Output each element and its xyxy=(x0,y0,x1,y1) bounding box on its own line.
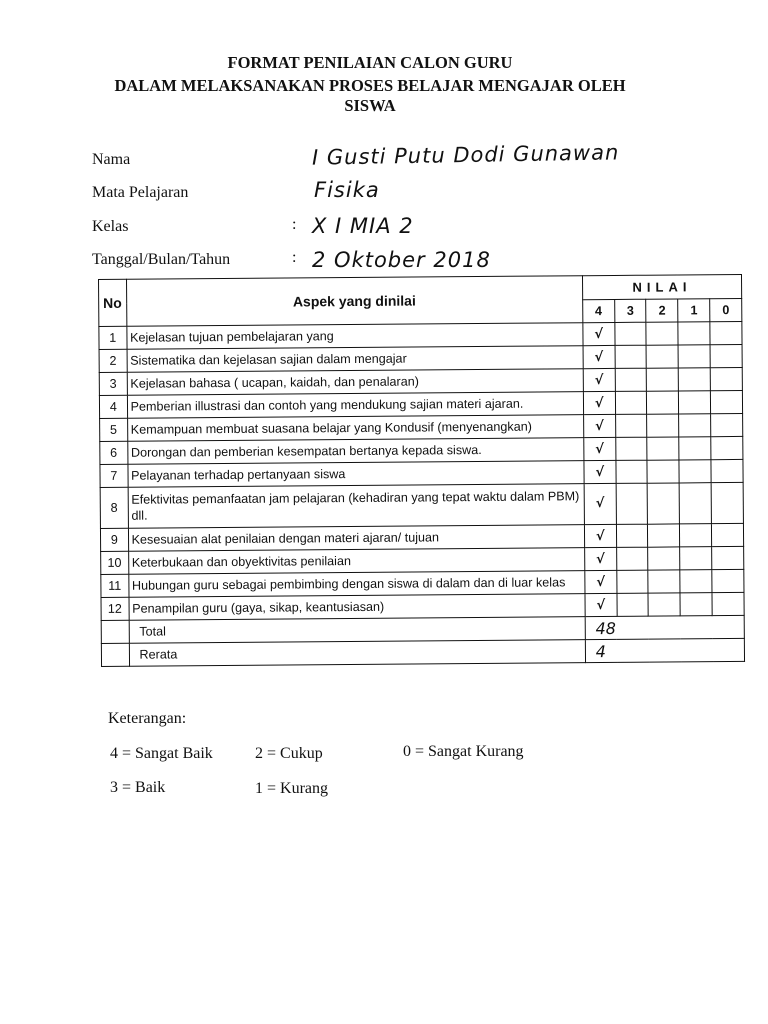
score-cell-4: √ xyxy=(583,368,615,391)
score-cell-0 xyxy=(711,459,743,482)
score-cell-1 xyxy=(680,547,712,570)
legend-3: 3 = Baik xyxy=(110,779,166,796)
kelas-label: Kelas xyxy=(92,218,129,235)
score-cell-3 xyxy=(615,391,647,414)
tanggal-value: 2 Oktober 2018 xyxy=(312,248,491,272)
row-number: 5 xyxy=(100,418,128,441)
row-aspect: Pemberian illustrasi dan contoh yang mendukung sajian materi ajaran. xyxy=(127,392,583,419)
legend-1: 1 = Kurang xyxy=(255,780,329,797)
score-cell-4: √ xyxy=(584,547,616,570)
score-cell-1 xyxy=(679,368,711,391)
row-number: 2 xyxy=(99,349,127,372)
score-cell-0 xyxy=(712,569,744,592)
score-cell-3 xyxy=(616,570,648,593)
score-cell-4: √ xyxy=(583,345,615,368)
score-cell-2 xyxy=(647,437,679,460)
legend-4: 4 = Sangat Baik xyxy=(110,745,213,762)
score-cell-1 xyxy=(678,322,710,345)
score-cell-0 xyxy=(711,436,743,459)
nama-label: Nama xyxy=(92,151,131,168)
score-cell-2 xyxy=(647,414,679,437)
form-title-line-1: FORMAT PENILAIAN CALON GURU xyxy=(227,53,513,72)
row-aspect: Kesesuaian alat penilaian dengan materi ajaran/ tujuan xyxy=(128,525,584,552)
score-cell-3 xyxy=(617,593,649,616)
score-cell-3 xyxy=(616,483,648,524)
total-value: 48 xyxy=(585,615,744,639)
row-aspect: Sistematika dan kejelasan sajian dalam mengajar xyxy=(127,346,583,373)
score-cell-2 xyxy=(648,593,680,616)
row-number: 10 xyxy=(101,551,129,574)
score-cell-4: √ xyxy=(583,322,615,345)
header-no: No xyxy=(99,279,127,326)
score-cell-2 xyxy=(647,368,679,391)
score-cell-3 xyxy=(616,524,648,547)
score-cell-1 xyxy=(679,414,711,437)
score-cell-2 xyxy=(647,345,679,368)
row-aspect: Kemampuan membuat suasana belajar yang Kondusif (menyenangkan) xyxy=(127,415,583,442)
row-aspect: Hubungan guru sebagai pembimbing dengan siswa di dalam dan di luar kelas xyxy=(128,571,584,598)
score-cell-3 xyxy=(614,322,646,345)
header-nilai: NILAI xyxy=(582,274,741,299)
score-cell-2 xyxy=(648,524,680,547)
header-score-2: 2 xyxy=(646,299,678,322)
score-cell-0 xyxy=(710,321,742,344)
row-number: 8 xyxy=(100,487,128,528)
score-cell-2 xyxy=(648,547,680,570)
score-cell-4: √ xyxy=(585,593,617,616)
legend-2: 2 = Cukup xyxy=(255,745,323,762)
header-score-1: 1 xyxy=(678,299,710,322)
row-number: 3 xyxy=(99,372,127,395)
row-aspect: Dorongan dan pemberian kesempatan bertanya kepada siswa. xyxy=(127,438,583,465)
row-aspect: Penampilan guru (gaya, sikap, keantusiasan) xyxy=(129,594,585,621)
header-aspek: Aspek yang dinilai xyxy=(126,276,583,327)
header-score-3: 3 xyxy=(614,299,646,322)
score-cell-4: √ xyxy=(584,524,616,547)
form-title-line-3: SISWA xyxy=(344,96,396,115)
row-number: 7 xyxy=(100,464,128,487)
score-cell-0 xyxy=(712,523,744,546)
score-cell-4: √ xyxy=(584,460,616,483)
rerata-value: 4 xyxy=(585,638,744,662)
score-cell-2 xyxy=(646,322,678,345)
row-aspect: Kejelasan tujuan pembelajaran yang xyxy=(126,323,582,350)
mata-pelajaran-value: Fisika xyxy=(314,178,380,202)
score-cell-1 xyxy=(680,593,712,616)
score-cell-1 xyxy=(680,570,712,593)
form-title-line-2: DALAM MELAKSANAKAN PROSES BELAJAR MENGAJAR OLEH xyxy=(114,76,626,95)
assessment-rows xyxy=(99,321,744,620)
mata-pelajaran-label: Mata Pelajaran xyxy=(92,184,189,201)
score-cell-1 xyxy=(679,483,711,524)
row-number: 6 xyxy=(100,441,128,464)
kelas-value: X I MIA 2 xyxy=(312,214,414,238)
score-cell-0 xyxy=(711,390,743,413)
nama-value: I Gusti Putu Dodi Gunawan xyxy=(311,140,620,170)
score-cell-1 xyxy=(678,345,710,368)
kelas-colon: : xyxy=(292,216,297,233)
tanggal-label: Tanggal/Bulan/Tahun xyxy=(92,251,231,268)
row-number: 11 xyxy=(101,574,129,597)
rerata-no-cell xyxy=(101,643,129,666)
table-row xyxy=(100,482,743,528)
keterangan-heading: Keterangan: xyxy=(108,710,187,727)
score-cell-3 xyxy=(616,460,648,483)
score-cell-2 xyxy=(648,570,680,593)
row-aspect: Kejelasan bahasa ( ucapan, kaidah, dan penalaran) xyxy=(127,369,583,396)
total-no-cell xyxy=(101,620,129,643)
score-cell-3 xyxy=(615,437,647,460)
legend-0: 0 = Sangat Kurang xyxy=(403,743,524,760)
score-cell-4: √ xyxy=(583,414,615,437)
assessment-table-wrapper xyxy=(98,274,745,672)
score-cell-1 xyxy=(679,460,711,483)
row-number: 12 xyxy=(101,597,129,620)
score-cell-3 xyxy=(615,414,647,437)
score-cell-4: √ xyxy=(584,437,616,460)
row-number: 4 xyxy=(99,395,127,418)
header-score-4: 4 xyxy=(582,299,614,322)
score-cell-3 xyxy=(615,368,647,391)
score-cell-4: √ xyxy=(585,570,617,593)
score-cell-0 xyxy=(711,413,743,436)
score-cell-4: √ xyxy=(584,483,616,524)
score-cell-0 xyxy=(712,546,744,569)
score-cell-2 xyxy=(647,391,679,414)
score-cell-1 xyxy=(679,437,711,460)
row-number: 1 xyxy=(99,326,127,349)
score-cell-0 xyxy=(711,482,743,523)
score-cell-0 xyxy=(710,367,742,390)
header-score-0: 0 xyxy=(710,298,742,321)
score-cell-0 xyxy=(712,592,744,615)
row-aspect: Pelayanan terhadap pertanyaan siswa xyxy=(128,461,584,488)
tanggal-colon: : xyxy=(292,249,297,266)
score-cell-1 xyxy=(680,524,712,547)
score-cell-3 xyxy=(615,345,647,368)
total-label: Total xyxy=(129,617,585,644)
row-aspect: Keterbukaan dan obyektivitas penilaian xyxy=(128,548,584,575)
assessment-table xyxy=(98,274,745,667)
score-cell-3 xyxy=(616,547,648,570)
row-aspect: Efektivitas pemanfaatan jam pelajaran (kehadiran yang tepat waktu dalam PBM) dll. xyxy=(128,484,585,529)
score-cell-2 xyxy=(647,460,679,483)
score-cell-2 xyxy=(648,483,680,524)
rerata-label: Rerata xyxy=(129,640,585,667)
score-cell-0 xyxy=(710,344,742,367)
row-number: 9 xyxy=(100,528,128,551)
score-cell-4: √ xyxy=(583,391,615,414)
score-cell-1 xyxy=(679,391,711,414)
